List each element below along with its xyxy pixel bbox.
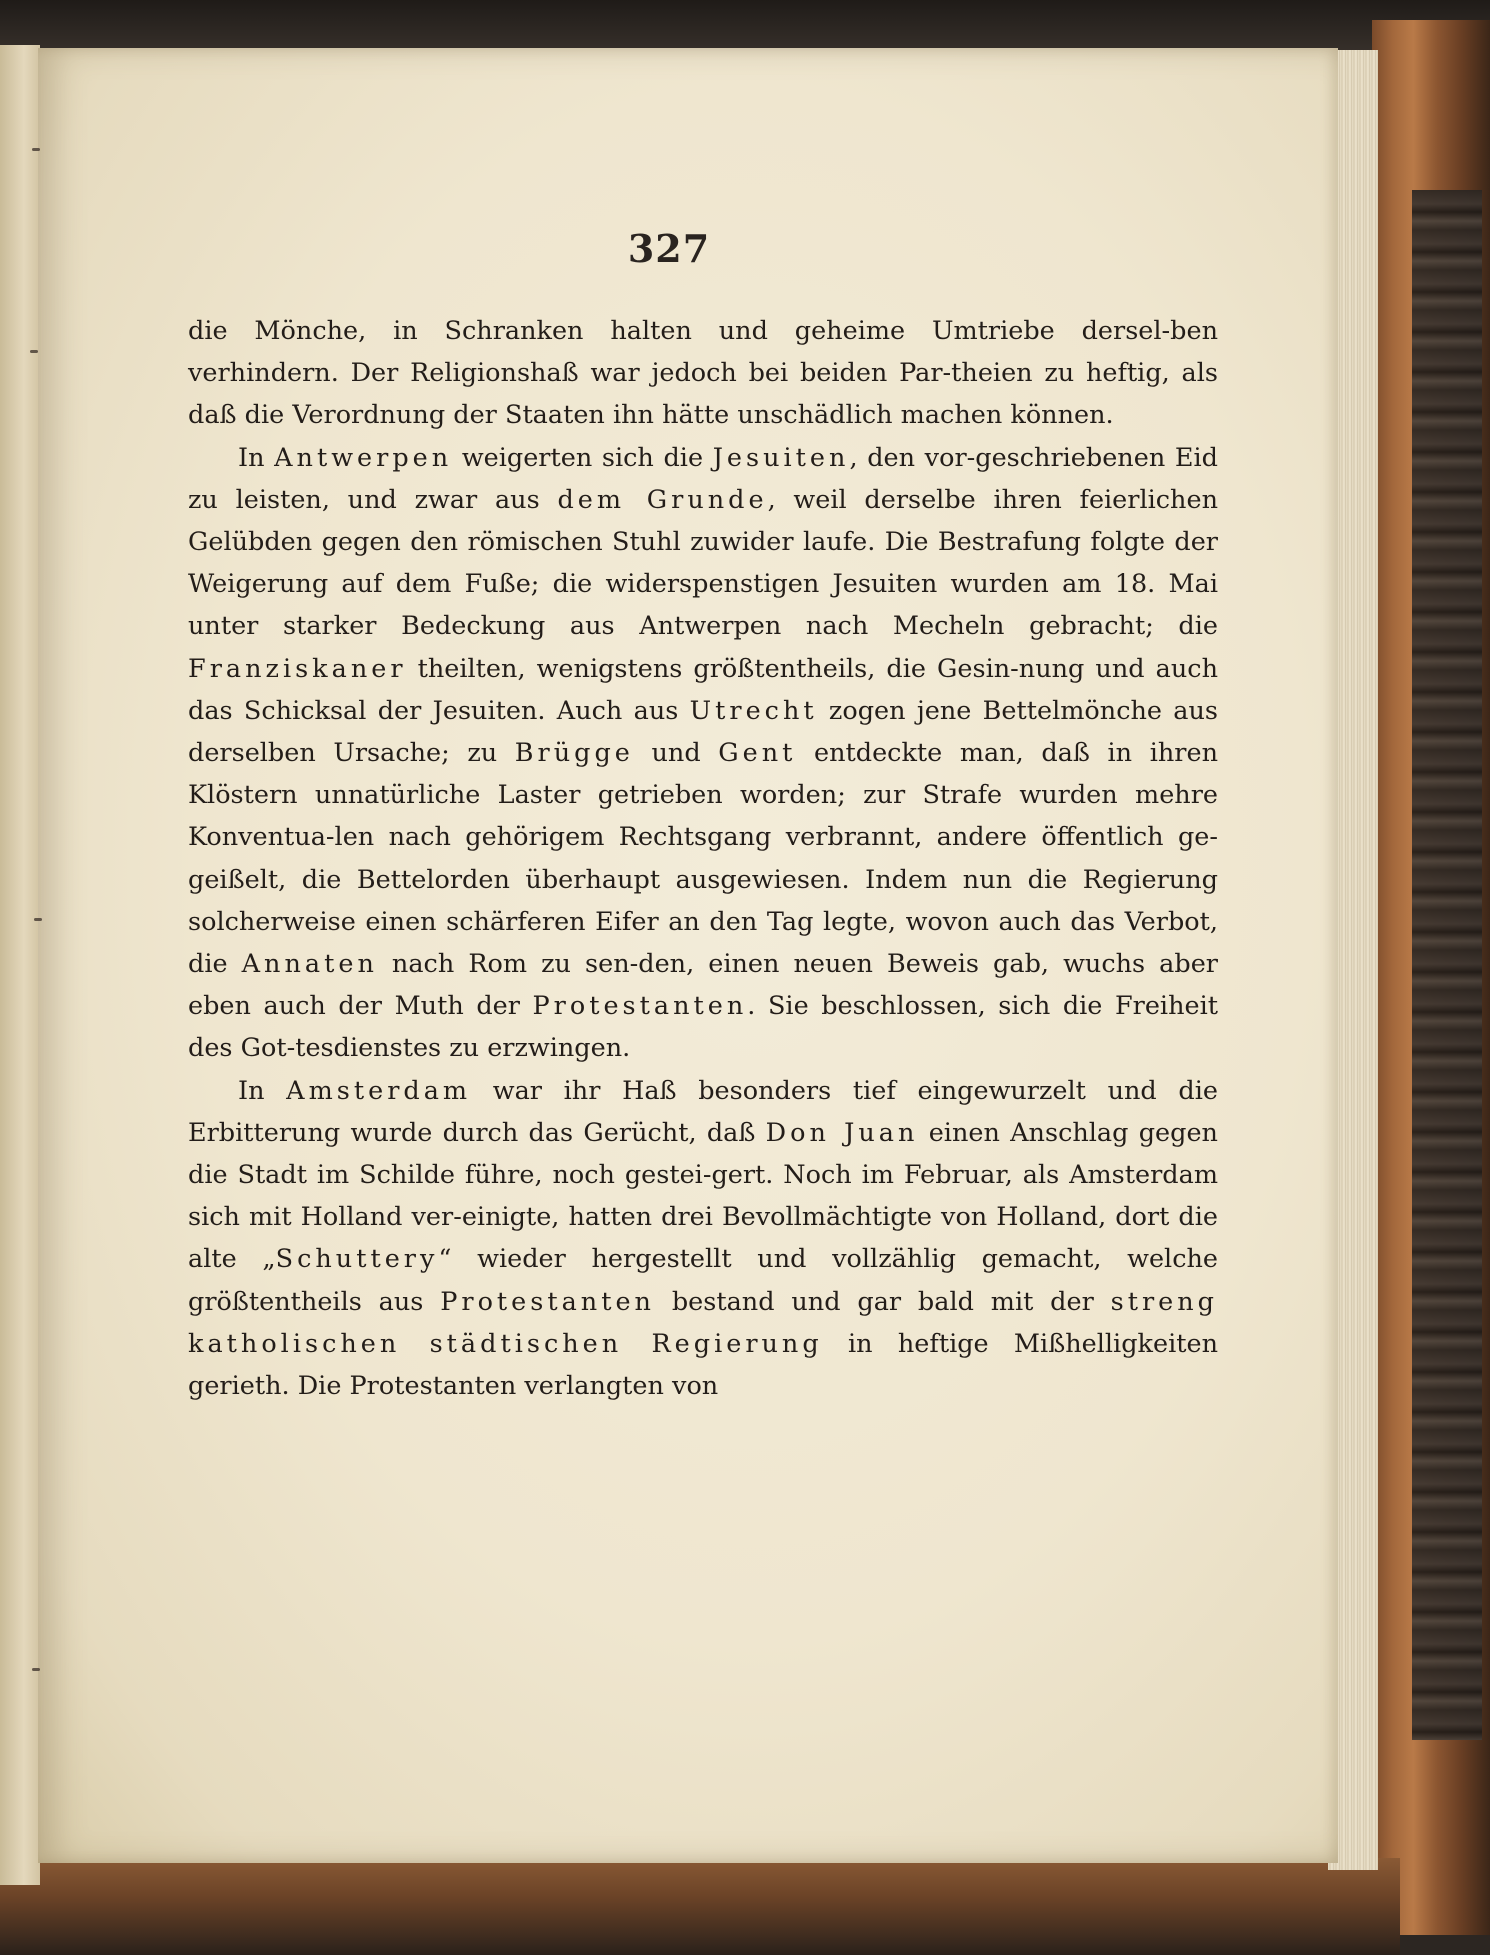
text-segment: . Sie beschlossen, sich die Freiheit des Got-tesdienstes zu erzwingen.: [188, 991, 1219, 1064]
body-text: [188, 310, 1218, 1407]
text-segment: die Mönche, in Schranken halten und geheime Umtriebe dersel-ben verhindern. Der Religionshaß war jedoch bei beiden Par-theien zu heftig, als daß die Verordnung der Staaten ihn hätte unschädlich machen können.: [188, 316, 1218, 431]
worn-cover-strip: [1412, 190, 1482, 1740]
text-segment: bestand und gar bald mit der: [654, 1286, 1111, 1317]
text-segment: entdeckte man, daß in ihren Klöstern unnatürliche Laster getrieben worden; zur Strafe wurden mehre Konventua-len nach gehörigem Rechtsgang verbrannt, andere öffentlich ge-geißelt, die Bettelorden überhaupt ausgewiesen. Indem nun die Regierung solcherweise einen schärferen Eifer an den Tag legte, wovon auch das Verbot, die: [188, 738, 1218, 980]
text-segment: “ wieder hergestellt und vollzählig gemacht, welche größtentheils aus: [188, 1244, 1219, 1317]
facing-page-edge: [0, 45, 40, 1885]
text-segment: In: [238, 442, 275, 473]
text-segment: In: [238, 1075, 287, 1106]
text-segment: war ihr Haß besonders tief eingewurzelt und die Erbitterung wurde durch das Gerücht, daß: [188, 1075, 1218, 1148]
text-segment: , den vor-geschriebenen Eid zu leisten, und zwar aus: [188, 442, 1218, 515]
margin-speck: [30, 350, 38, 353]
paragraph: [188, 1070, 1218, 1408]
emphasized-text: streng katholischen städtischen Regierung: [188, 1286, 1219, 1359]
emphasized-text: Antwerpen: [274, 442, 453, 473]
paragraph: [188, 310, 1218, 437]
emphasized-text: Don Juan: [765, 1117, 919, 1148]
emphasized-text: Utrecht: [689, 695, 818, 726]
emphasized-text: Annaten: [241, 949, 378, 980]
margin-speck: [34, 918, 42, 921]
margin-speck: [32, 148, 40, 151]
paragraph: [188, 437, 1218, 1070]
page-number: 327: [627, 226, 711, 271]
emphasized-text: Schuttery: [275, 1244, 439, 1275]
margin-speck: [32, 1668, 40, 1671]
text-segment: theilten, wenigstens größtentheils, die Gesin-nung und auch das Schicksal der Jesuiten. Auch aus: [188, 653, 1218, 726]
text-segment: einen Anschlag gegen die Stadt im Schilde führe, noch gestei-gert. Noch im Februar, als Amsterdam sich mit Holland ver-einigte, hatten drei Bevollmächtigte von Holland, dort die alte „: [188, 1117, 1218, 1275]
emphasized-text: Amsterdam: [286, 1075, 472, 1106]
text-segment: und: [633, 738, 719, 769]
book-binding-right: [1372, 20, 1490, 1935]
book-page: [38, 48, 1338, 1863]
emphasized-text: Gent: [718, 738, 797, 769]
emphasized-text: Jesuiten: [712, 442, 850, 473]
text-segment: , weil derselbe ihren feierlichen Gelübden gegen den römischen Stuhl zuwider laufe. Die Bestrafung folgte der Weigerung auf dem Fuße; die widerspenstigen Jesuiten wurden am 18. Mai unter starker Bedeckung aus Antwerpen nach Mecheln gebracht; die: [188, 484, 1218, 642]
emphasized-text: Protestanten: [440, 1286, 655, 1317]
emphasized-text: Brügge: [514, 738, 634, 769]
text-segment: nach Rom zu sen-den, einen neuen Beweis gab, wuchs aber eben auch der Muth der: [188, 949, 1218, 1022]
text-segment: in heftige Mißhelligkeiten gerieth. Die Protestanten verlangten von: [188, 1328, 1218, 1402]
emphasized-text: Franziskaner: [188, 653, 407, 684]
text-segment: zogen jene Bettelmönche aus derselben Ursache; zu: [188, 695, 1218, 769]
book-binding-bottom: [0, 1858, 1400, 1955]
emphasized-text: Protestanten: [532, 991, 748, 1022]
emphasized-text: dem Grunde: [557, 484, 768, 515]
text-segment: weigerten sich die: [452, 442, 713, 473]
